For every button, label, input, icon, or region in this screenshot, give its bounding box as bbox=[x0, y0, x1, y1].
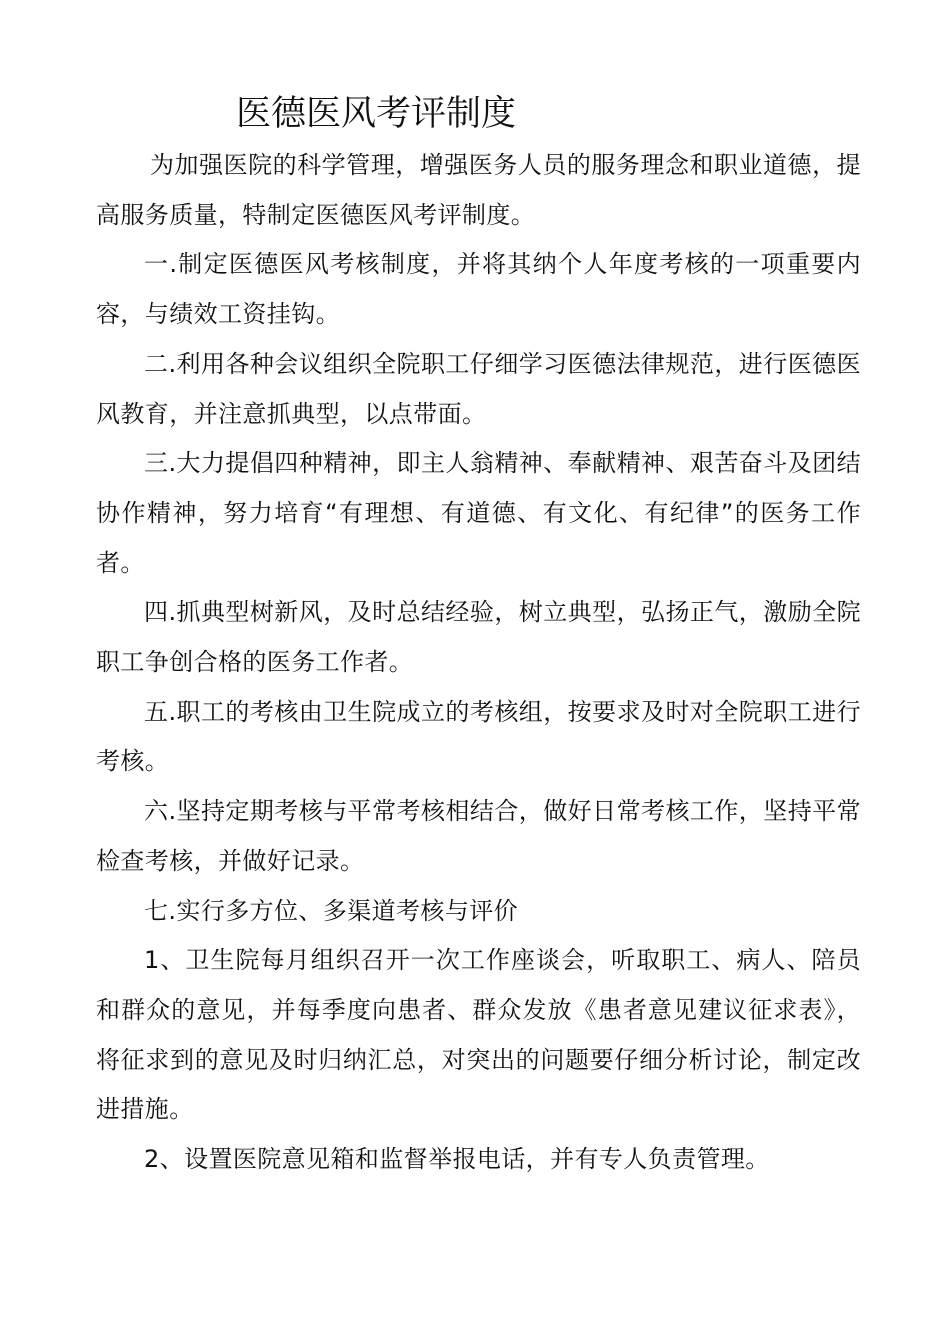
paragraph-item-4: 四.抓典型树新风，及时总结经验，树立典型，弘扬正气，激励全院职工争创合格的医务工作者。 bbox=[96, 598, 861, 677]
paragraph-subitem-1: 1、卫生院每月组织召开一次工作座谈会，听取职工、病人、陪员和群众的意见，并每季度向患者、群众发放《患者意见建议征求表》，将征求到的意见及时归纳汇总，对突出的问题要仔细分析讨论，制定改进措施。 bbox=[96, 946, 861, 1124]
paragraph-item-2: 二.利用各种会议组织全院职工仔细学习医德法律规范，进行医德医风教育，并注意抓典型，以点带面。 bbox=[96, 349, 861, 428]
paragraph-item-3: 三.大力提倡四种精神，即主人翁精神、奉献精神、艰苦奋斗及团结协作精神，努力培育“有理想、有道德、有文化、有纪律”的医务工作者。 bbox=[96, 449, 861, 577]
paragraph-item-5: 五.职工的考核由卫生院成立的考核组，按要求及时对全院职工进行考核。 bbox=[96, 697, 861, 776]
document-body bbox=[96, 141, 861, 1185]
paragraph-subitem-2: 2、设置医院意见箱和监督举报电话，并有专人负责管理。 bbox=[144, 1145, 770, 1174]
paragraph-item-6: 六.坚持定期考核与平常考核相结合，做好日常考核工作，坚持平常检查考核，并做好记录。 bbox=[96, 797, 861, 875]
paragraph-intro: 为加强医院的科学管理，增强医务人员的服务理念和职业道德，提高服务质量，特制定医德医风考评制度。 bbox=[96, 151, 861, 229]
paragraph-item-7: 七.实行多方位、多渠道考核与评价 bbox=[144, 896, 519, 925]
paragraph-item-1: 一.制定医德医风考核制度，并将其纳个人年度考核的一项重要内容，与绩效工资挂钩。 bbox=[96, 250, 861, 329]
document-title: 医德医风考评制度 bbox=[236, 94, 517, 134]
